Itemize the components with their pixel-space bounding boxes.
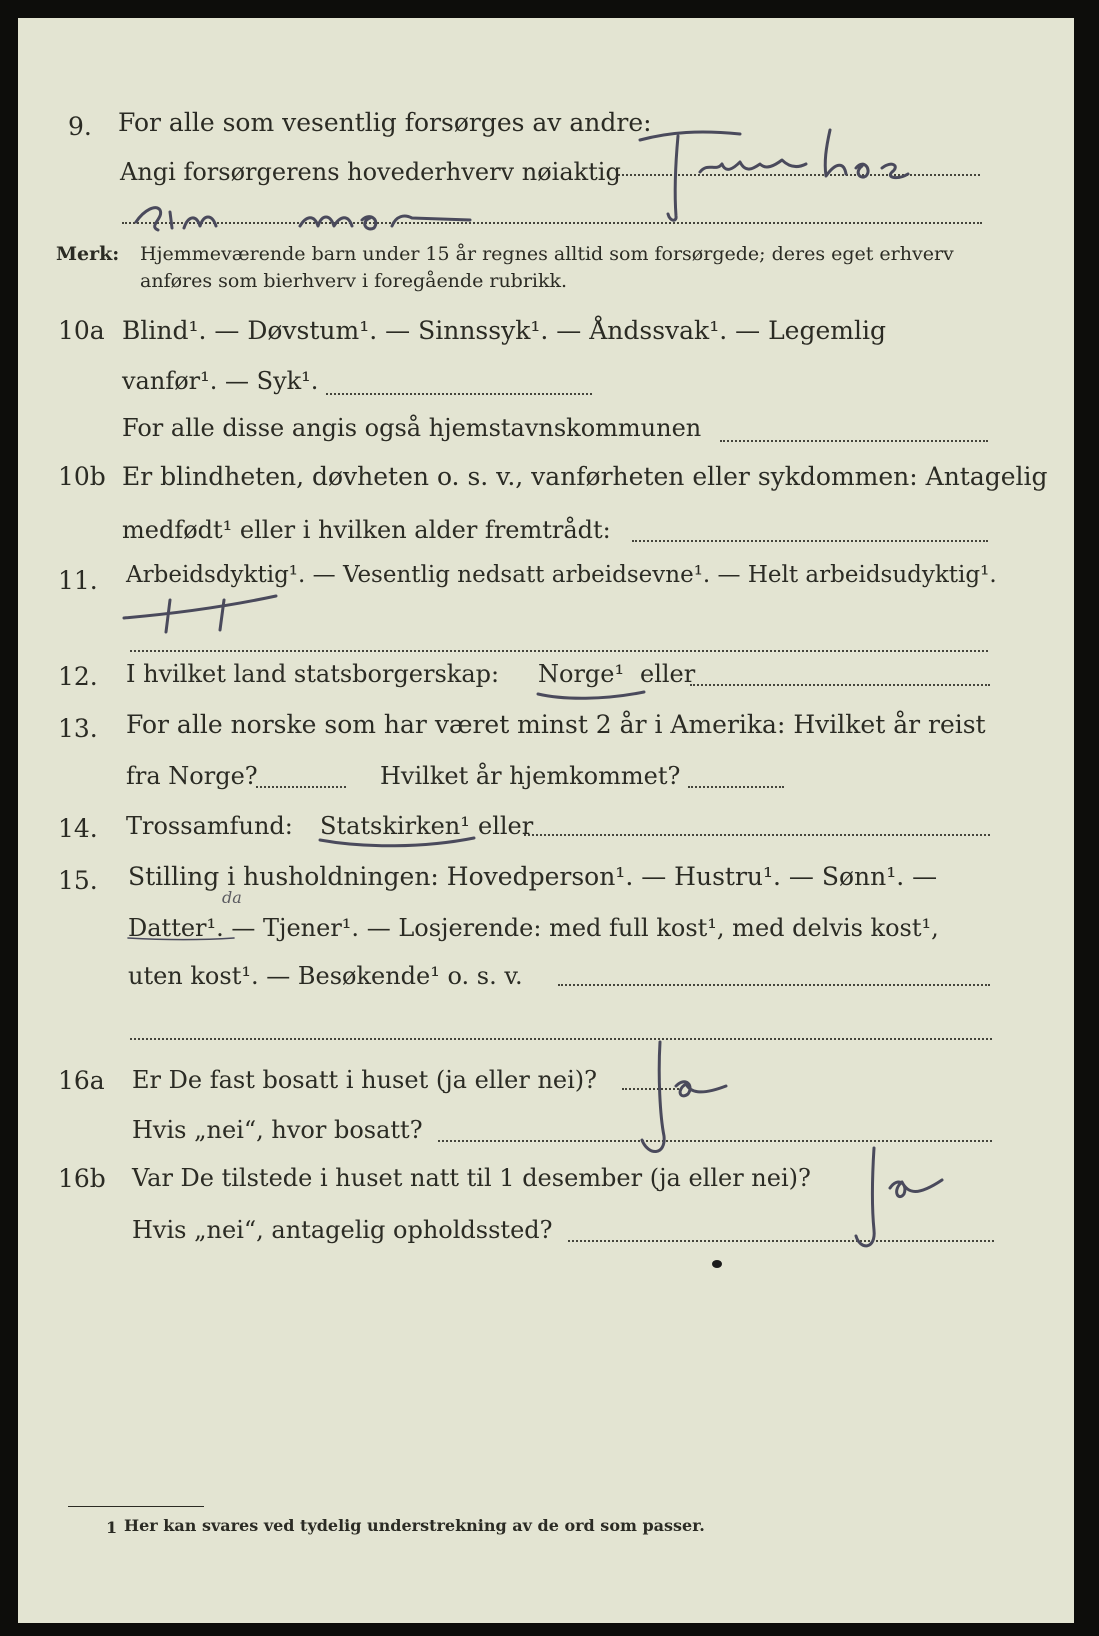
merk-text-1: Hjemmeværende barn under 15 år regnes alltid som forsørgede; deres eget erhverv	[140, 243, 954, 265]
q15-answer-line[interactable]	[558, 984, 990, 986]
q10a-line-2: vanfør¹. — Syk¹.	[122, 367, 319, 395]
q13-reist-line[interactable]	[256, 786, 346, 788]
q16b-line-2: Hvis „nei“, antagelig opholdssted?	[132, 1216, 553, 1244]
q16a-line-2: Hvis „nei“, hvor bosatt?	[132, 1116, 423, 1144]
q10a-hjemstavn-line[interactable]	[720, 440, 988, 442]
q10a-line-3: For alle disse angis også hjemstavnskommunen	[122, 414, 702, 442]
q13-line-1: For alle norske som har været minst 2 år i Amerika: Hvilket år reist	[126, 710, 986, 739]
q13-line-2b: Hvilket år hjemkommet?	[380, 762, 681, 790]
q10a-number: 10a	[58, 316, 105, 345]
footnote-text: Her kan svares ved tydelig understrekning av de ord som passer.	[124, 1516, 705, 1535]
merk-label: Merk:	[56, 243, 120, 265]
q9-handwritten-answer-cont	[130, 190, 510, 240]
merk-text-2: anføres som bierhverv i foregående rubrikk.	[140, 270, 568, 292]
q16a-handwritten-answer	[630, 1036, 750, 1166]
q10b-line-1: Er blindheten, døvheten o. s. v., vanførheten eller sykdommen: Antagelig	[122, 462, 1048, 491]
q12-number: 12.	[58, 662, 98, 691]
q15-number: 15.	[58, 866, 98, 895]
q9-handwritten-answer	[630, 118, 930, 228]
q14-answer-line[interactable]	[524, 834, 990, 836]
q10a-answer-line[interactable]	[326, 393, 592, 395]
q12-answer-line[interactable]	[690, 684, 990, 686]
footnote-marker: 1	[106, 1518, 118, 1537]
q13-number: 13.	[58, 714, 98, 743]
q14-underline-mark	[314, 834, 484, 854]
q10b-line-2: medfødt¹ eller i hvilken alder fremtrådt:	[122, 516, 611, 544]
q14-label: Trossamfund:	[126, 812, 293, 840]
q10b-number: 10b	[58, 462, 106, 491]
q9-number: 9.	[68, 112, 92, 141]
q15-line-3: uten kost¹. — Besøkende¹ o. s. v.	[128, 962, 523, 990]
q16a-number: 16a	[58, 1066, 105, 1095]
footnote-rule	[68, 1506, 204, 1507]
q11-handwritten-mark	[120, 588, 290, 638]
q15-line-1: Stilling i husholdningen: Hovedperson¹. — Hustru¹. — Sønn¹. —	[128, 862, 938, 891]
q15-answer-line-2[interactable]	[130, 1038, 992, 1040]
q12-underline-mark	[534, 686, 654, 706]
q16a-line-1: Er De fast bosatt i huset (ja eller nei)?	[132, 1066, 598, 1094]
q9-question: For alle som vesentlig forsørges av andre:	[118, 108, 652, 137]
q11-answer-line[interactable]	[130, 650, 988, 652]
q10a-line-1: Blind¹. — Døvstum¹. — Sinnssyk¹. — Åndssvak¹. — Legemlig	[122, 316, 886, 345]
q15-line-2: Datter¹. — Tjener¹. — Losjerende: med full kost¹, med delvis kost¹,	[128, 914, 939, 942]
q14-option-statskirken[interactable]: Statskirken¹	[320, 812, 470, 840]
q11-line-1: Arbeidsdyktig¹. — Vesentlig nedsatt arbeidsevne¹. — Helt arbeidsudyktig¹.	[126, 562, 997, 588]
q16b-handwritten-answer	[846, 1140, 966, 1260]
q15-underline-mark	[124, 930, 244, 946]
q16b-line-1: Var De tilstede i huset natt til 1 desember (ja eller nei)?	[132, 1164, 811, 1192]
q12-eller: eller	[640, 660, 696, 688]
q16b-number: 16b	[58, 1164, 106, 1193]
q13-line-2a: fra Norge?	[126, 762, 258, 790]
q12-option-norge[interactable]: Norge¹	[538, 660, 625, 688]
q12-question: I hvilket land statsborgerskap:	[126, 660, 500, 688]
q15-handwritten-note: da	[222, 888, 242, 907]
q14-eller: eller	[478, 812, 534, 840]
q10b-answer-line[interactable]	[632, 540, 988, 542]
q14-number: 14.	[58, 814, 98, 843]
q11-number: 11.	[58, 566, 98, 595]
q9-prompt: Angi forsørgerens hovederhverv nøiaktig	[120, 158, 621, 186]
ink-dot	[712, 1260, 722, 1268]
q13-hjemkommet-line[interactable]	[688, 786, 784, 788]
